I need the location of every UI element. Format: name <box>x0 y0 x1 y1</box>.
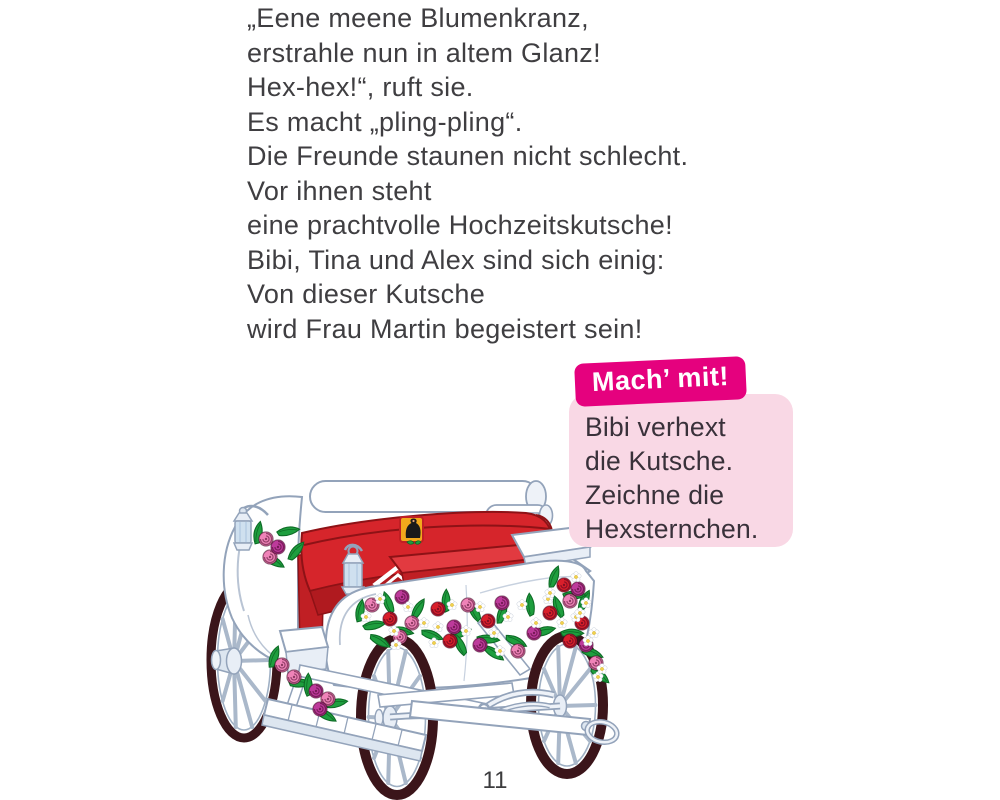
page-number: 11 <box>482 767 508 794</box>
story-line: Die Freunde staunen nicht schlecht. <box>247 141 689 171</box>
activity-line: die Kutsche. <box>585 446 734 476</box>
story-text <box>247 1 688 346</box>
story-line: wird Frau Martin begeistert sein! <box>247 313 643 344</box>
activity-line: Hexsternchen. <box>585 514 759 544</box>
story-line: Vor ihnen steht <box>247 175 432 206</box>
bibi-witch-emblem <box>400 517 423 544</box>
story-line: Hex-hex!“, ruft sie. <box>247 72 474 102</box>
story-line: erstrahle nun in altem Glanz! <box>247 37 601 68</box>
mach-mit-badge: Mach’ mit! <box>574 356 747 407</box>
activity-line: Zeichne die <box>585 480 725 510</box>
activity-box <box>569 394 793 547</box>
activity-text <box>569 394 793 546</box>
activity-line: Bibi verhext <box>585 412 726 442</box>
story-line: Von dieser Kutsche <box>247 279 486 309</box>
story-line: Bibi, Tina und Alex sind sich einig: <box>247 244 665 275</box>
story-line: eine prachtvolle Hochzeitskutsche! <box>247 210 673 240</box>
story-line: „Eene meene Blumenkranz, <box>247 3 589 33</box>
story-line: Es macht „pling-pling“. <box>247 106 523 137</box>
